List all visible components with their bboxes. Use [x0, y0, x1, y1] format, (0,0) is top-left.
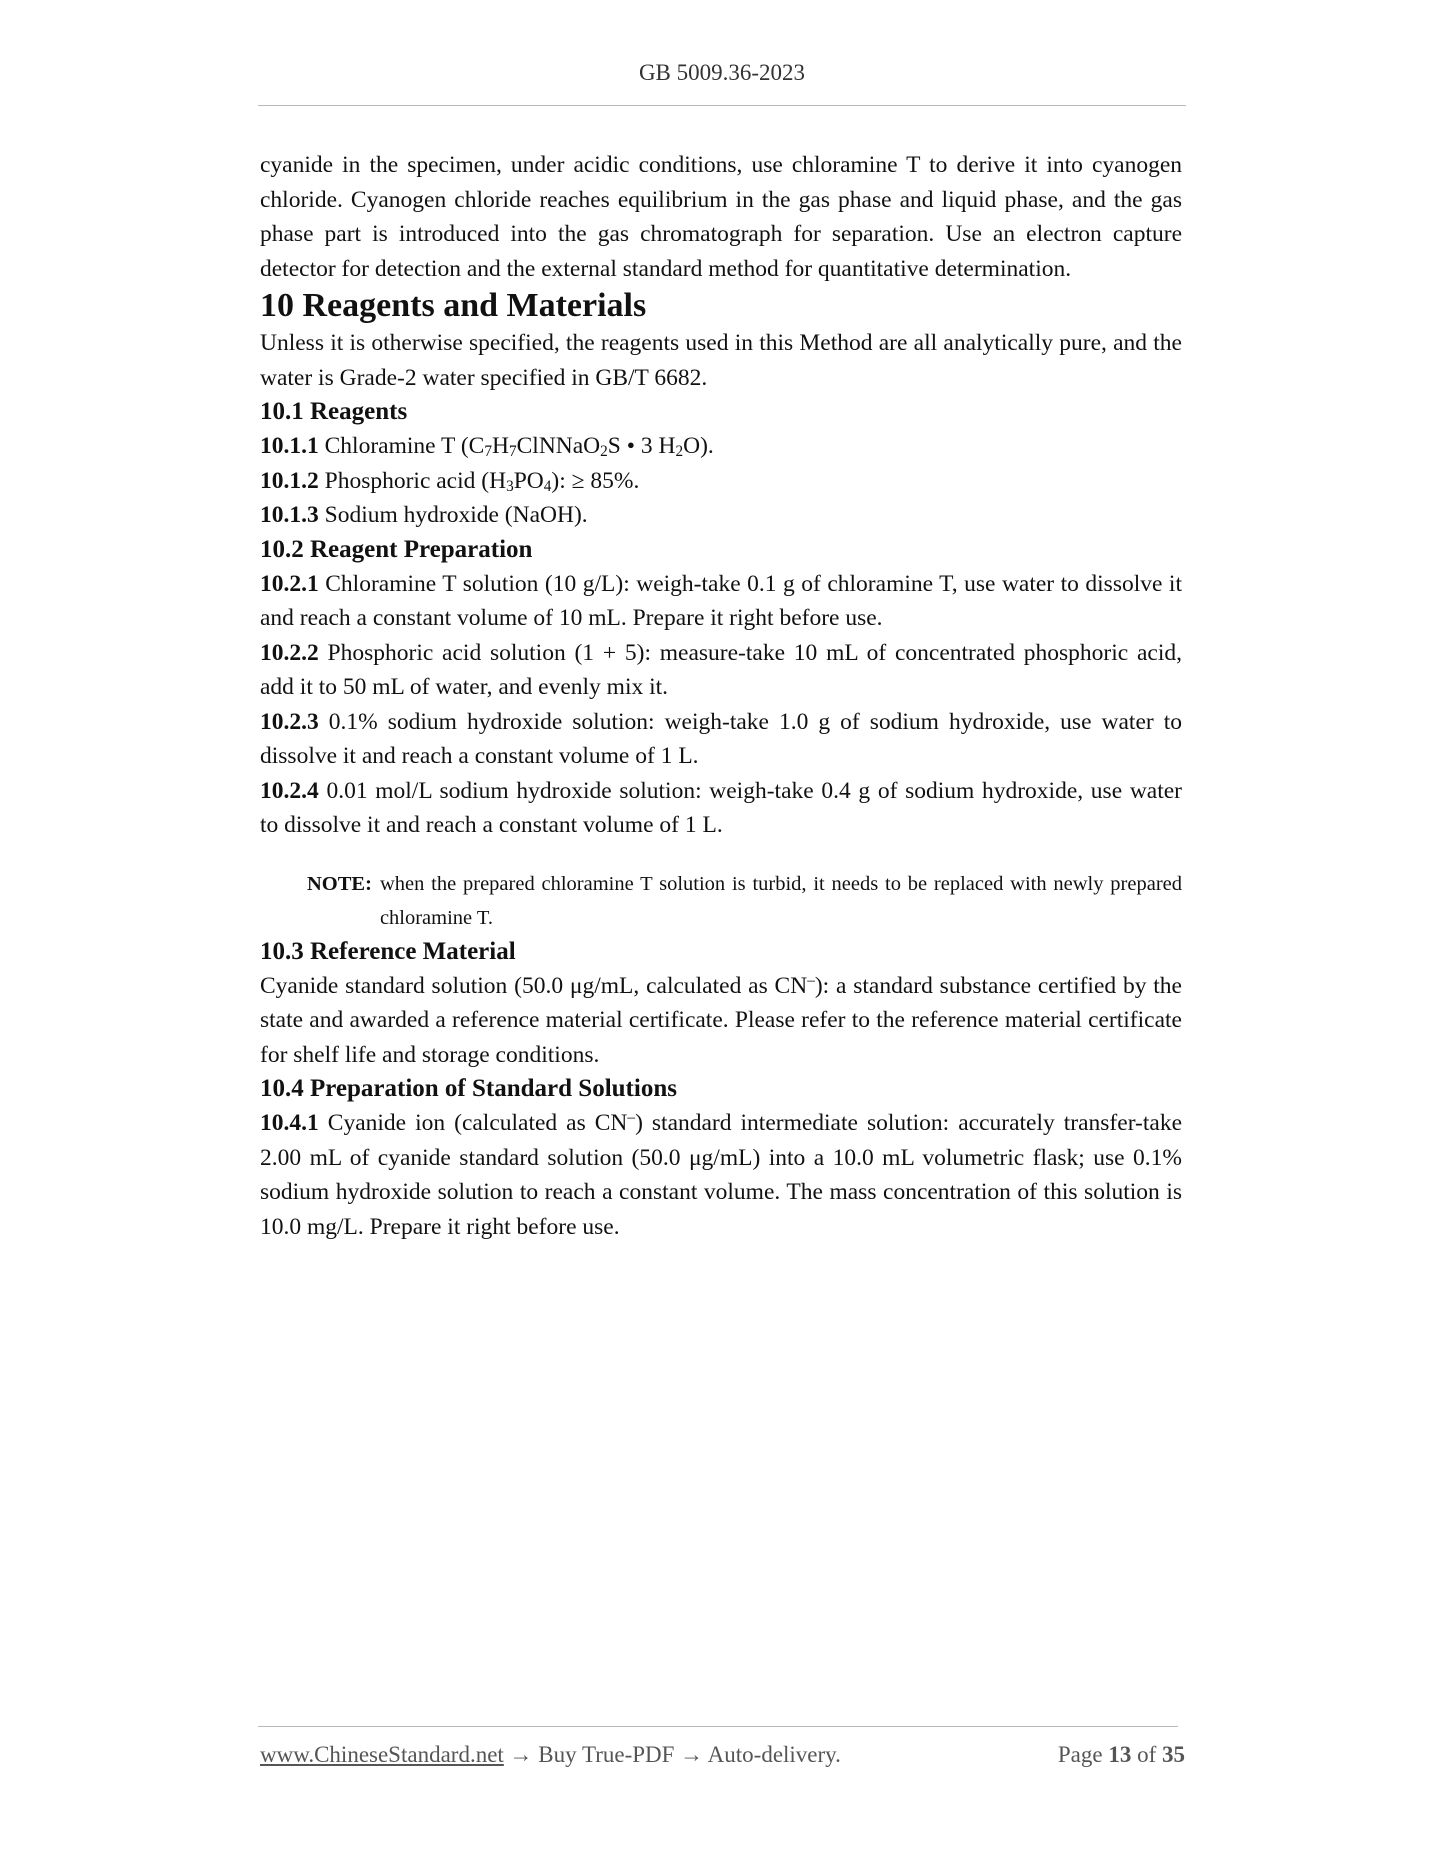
- item-number: 10.2.4: [260, 777, 319, 804]
- header-divider: [258, 105, 1186, 106]
- intro-paragraph: cyanide in the specimen, under acidic conditions, use chloramine T to derive it into cyanogen chloride. Cyanogen chloride reaches equilibrium in the gas phase and liquid phase, and the gas phase part is introduced into the gas chromatograph for separation. Use an electron capture detector for detection and the external standard method for quantitative determination.: [260, 152, 1182, 282]
- promo-text: → Buy True-PDF → Auto-delivery.: [503, 1742, 841, 1767]
- item-number: 10.1.2: [260, 467, 319, 494]
- section-10-1-title: 10.1 Reagents: [260, 398, 408, 425]
- note-text: when the prepared chloramine T solution is turbid, it needs to be replaced with newly prepared chloramine T.: [379, 872, 1182, 929]
- item-number: 10.2.1: [260, 570, 319, 597]
- section-10-4-title: 10.4 Preparation of Standard Solutions: [260, 1075, 677, 1102]
- item-number: 10.1.3: [260, 502, 319, 528]
- item-10-2-2: 10.2.2 Phosphoric acid solution (1 + 5): measure-take 10 mL of concentrated phosphoric acid, add it to 50 mL of water, and evenly mix it.: [260, 639, 1182, 700]
- item-number: 10.4.1: [260, 1110, 319, 1136]
- note-block: [307, 867, 1182, 935]
- section-10-2-title: 10.2 Reagent Preparation: [260, 535, 533, 563]
- item-10-2-4: 10.2.4 0.01 mol/L sodium hydroxide solution: weigh-take 0.4 g of sodium hydroxide, use water to dissolve it and reach a constant volume of 1 L.: [260, 777, 1183, 838]
- section-10-lead: Unless it is otherwise specified, the reagents used in this Method are all analytically pure, and the water is Grade-2 water specified in GB/T 6682.: [260, 330, 1182, 391]
- running-header: GB 5009.36-2023: [638, 60, 806, 85]
- item-10-2-3: 10.2.3 0.1% sodium hydroxide solution: weigh-take 1.0 g of sodium hydroxide, use water to dissolve it and reach a constant volume of 1 L.: [260, 708, 1183, 769]
- section-10-3-text: Cyanide standard solution (50.0 μg/mL, calculated as CN–): a standard substance certified by the state and awarded a reference material certificate. Please refer to the reference material certificate for shelf life and storage conditions.: [260, 971, 1182, 1068]
- item-10-1-3: 10.1.3 Sodium hydroxide (NaOH).: [260, 502, 588, 528]
- footer-divider: [258, 1726, 1178, 1727]
- item-number: 10.2.3: [260, 708, 319, 735]
- section-10-3-title: 10.3 Reference Material: [260, 937, 516, 965]
- document-body: [260, 148, 1182, 1244]
- site-link[interactable]: www.ChineseStandard.net: [260, 1742, 504, 1767]
- item-10-2-1: 10.2.1 Chloramine T solution (10 g/L): weigh-take 0.1 g of chloramine T, use water to dissolve it and reach a constant volume of 10 mL. Prepare it right before use.: [260, 570, 1182, 631]
- item-number: 10.2.2: [260, 639, 319, 666]
- total-pages: 35: [1162, 1742, 1185, 1767]
- item-10-1-2: 10.1.2 Phosphoric acid $(H_3PO_4)$: ≥ 85%.: [260, 467, 640, 495]
- item-number: 10.1.1: [260, 433, 319, 459]
- current-page: 13: [1108, 1742, 1132, 1767]
- item-10-1-1: 10.1.1 Chloramine T ($C_7H_7ClNNaO_2S$ • 3 $H_2O$).: [260, 433, 714, 460]
- section-10-title: 10 Reagents and Materials: [260, 287, 647, 324]
- note-label: NOTE:: [307, 872, 372, 895]
- page-indicator: Page 13 of 35: [1057, 1742, 1185, 1767]
- item-10-4-1: 10.4.1 Cyanide ion (calculated as CN–) standard intermediate solution: accurately transfer-take 2.00 mL of cyanide standard solution (50.0 μg/mL) into a 10.0 mL volumetric flask; use 0.1% sodium hydroxide solution to reach a constant volume. The mass concentration of this solution is 10.0 mg/L. Prepare it right before use.: [260, 1109, 1183, 1240]
- footer-promo: [260, 1742, 841, 1768]
